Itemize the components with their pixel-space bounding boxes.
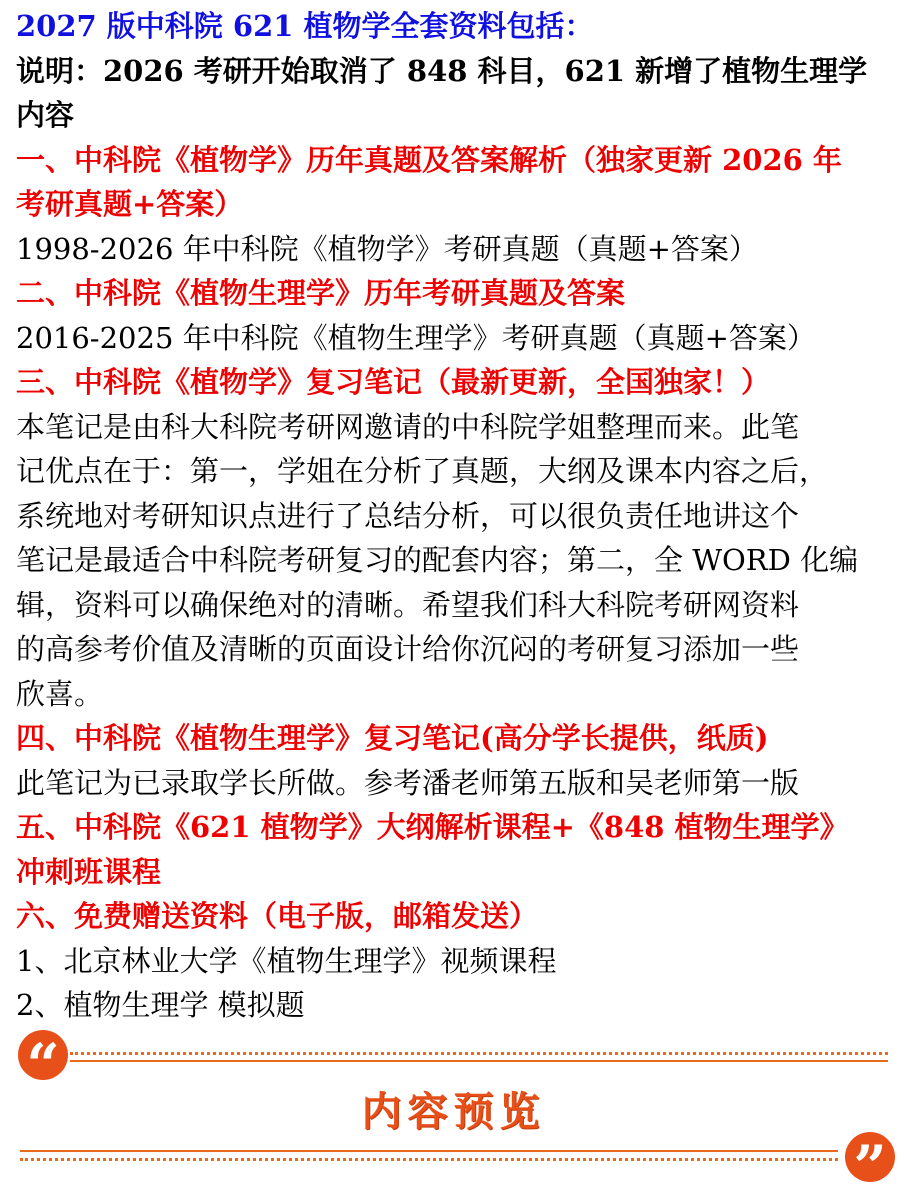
section-body-line: 笔记是最适合中科院考研复习的配套内容；第二，全 WORD 化编 bbox=[16, 543, 859, 577]
section-body-line: 辑，资料可以确保绝对的清晰。希望我们科大科院考研网资料 bbox=[16, 587, 800, 622]
preview-title: 内容预览 bbox=[361, 1089, 546, 1135]
section-heading: 六、免费赠送资料（电子版，邮箱发送） bbox=[16, 899, 539, 933]
document-body bbox=[16, 4, 896, 1028]
open-quote-icon: “ bbox=[18, 1030, 68, 1080]
section-heading: 考研真题+答案） bbox=[16, 187, 244, 221]
section-body-line: 本笔记是由科大科院考研网邀请的中科院学姐整理而来。此笔 bbox=[16, 409, 800, 444]
section-body-line: 2、植物生理学 模拟题 bbox=[16, 988, 305, 1022]
section-body-line: 此笔记为已录取学长所做。参考潘老师第五版和吴老师第一版 bbox=[16, 765, 800, 800]
section-body-line: 系统地对考研知识点进行了总结分析，可以很负责任地讲这个 bbox=[16, 498, 800, 533]
divider-solid-line-top bbox=[70, 1060, 888, 1062]
section-body-line: 记优点在于：第一，学姐在分析了真题，大纲及课本内容之后， bbox=[16, 454, 829, 488]
divider-dotted-line-bottom bbox=[20, 1158, 838, 1161]
section-body-line: 2016-2025 年中科院《植物生理学》考研真题（真题+答案） bbox=[16, 320, 816, 355]
section-heading: 冲刺班课程 bbox=[16, 854, 162, 889]
section-body-line: 1、北京林业大学《植物生理学》视频课程 bbox=[16, 943, 557, 978]
section-body-line: 的高参考价值及清晰的页面设计给你沉闷的考研复习添加一些 bbox=[16, 632, 800, 666]
section-body-line: 欣喜。 bbox=[16, 676, 104, 711]
note-line-2: 内容 bbox=[16, 98, 75, 132]
section-heading: 五、中科院《621 植物学》大纲解析课程+《848 植物生理学》 bbox=[16, 810, 849, 844]
section-heading: 三、中科院《植物学》复习笔记（最新更新，全国独家！） bbox=[16, 365, 771, 399]
section-heading: 四、中科院《植物生理学》复习笔记(高分学长提供，纸质) bbox=[16, 721, 769, 755]
section-body-line: 1998-2026 年中科院《植物学》考研真题（真题+答案） bbox=[16, 231, 758, 266]
note-line-1: 说明：2026 考研开始取消了 848 科目，621 新增了植物生理学 bbox=[16, 53, 868, 88]
section-heading: 二、中科院《植物生理学》历年考研真题及答案 bbox=[16, 276, 626, 310]
sections-container bbox=[16, 138, 896, 1028]
divider-solid-line-bottom bbox=[20, 1150, 838, 1152]
document-title: 2027 版中科院 621 植物学全套资料包括： bbox=[16, 9, 594, 43]
close-quote-icon: ” bbox=[845, 1132, 895, 1182]
divider-dotted-line-top bbox=[70, 1052, 888, 1055]
section-heading: 一、中科院《植物学》历年真题及答案解析（独家更新 2026 年 bbox=[16, 142, 842, 177]
